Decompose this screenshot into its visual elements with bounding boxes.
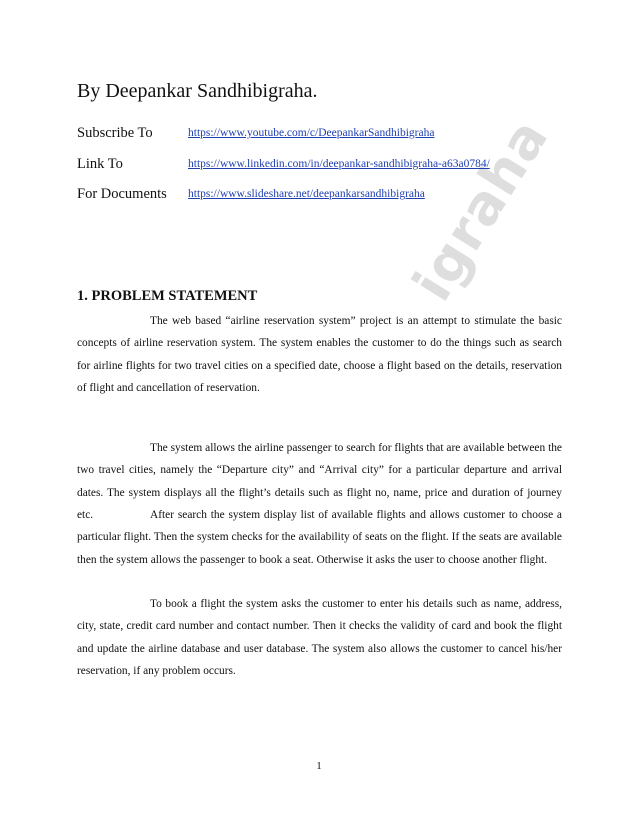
linkedin-label: Link To <box>77 156 123 172</box>
paragraph-4: To book a flight the system asks the customer to enter his details such as name, address, city, state, credit card number and contact number. Then it checks the validity of card and book the flight and update the airline database and user database. The system also allows the customer to cancel his/her reservation, if any problem occurs. <box>77 598 562 677</box>
youtube-link[interactable]: https://www.youtube.com/c/DeepankarSandhibigraha <box>188 127 435 139</box>
linkedin-link[interactable]: https://www.linkedin.com/in/deepankar-sandhibigraha-a63a0784/ <box>188 158 490 170</box>
author-line: By Deepankar Sandhibigraha. <box>77 80 318 102</box>
paragraph-3: After search the system display list of available flights and allows customer to choose a particular flight. Then the system checks for the availability of seats on the flight. If the seats are available then the system allows the passenger to book a seat. Otherwise it asks the user to choose another flight. <box>77 509 562 566</box>
documents-label: For Documents <box>77 186 167 202</box>
subscribe-label: Subscribe To <box>77 125 153 141</box>
page-number: 1 <box>316 760 322 772</box>
paragraph-1: The web based “airline reservation system” project is an attempt to stimulate the basic concepts of airline reservation system. The system enables the customer to do the things such as search for airline flights for two travel cities on a specified date, choose a flight based on the details, reservation of flight and cancellation of reservation. <box>77 315 562 394</box>
watermark-text: igraha <box>400 107 561 312</box>
section-heading: 1. PROBLEM STATEMENT <box>77 288 258 304</box>
paragraph-2: The system allows the airline passenger to search for flights that are available between the two travel cities, namely the “Departure city” and “Arrival city” for a particular departure and arrival dates. The system displays all the flight’s details such as flight no, name, price and duration of journey etc. <box>77 442 562 521</box>
slideshare-link[interactable]: https://www.slideshare.net/deepankarsandhibigraha <box>188 188 425 200</box>
